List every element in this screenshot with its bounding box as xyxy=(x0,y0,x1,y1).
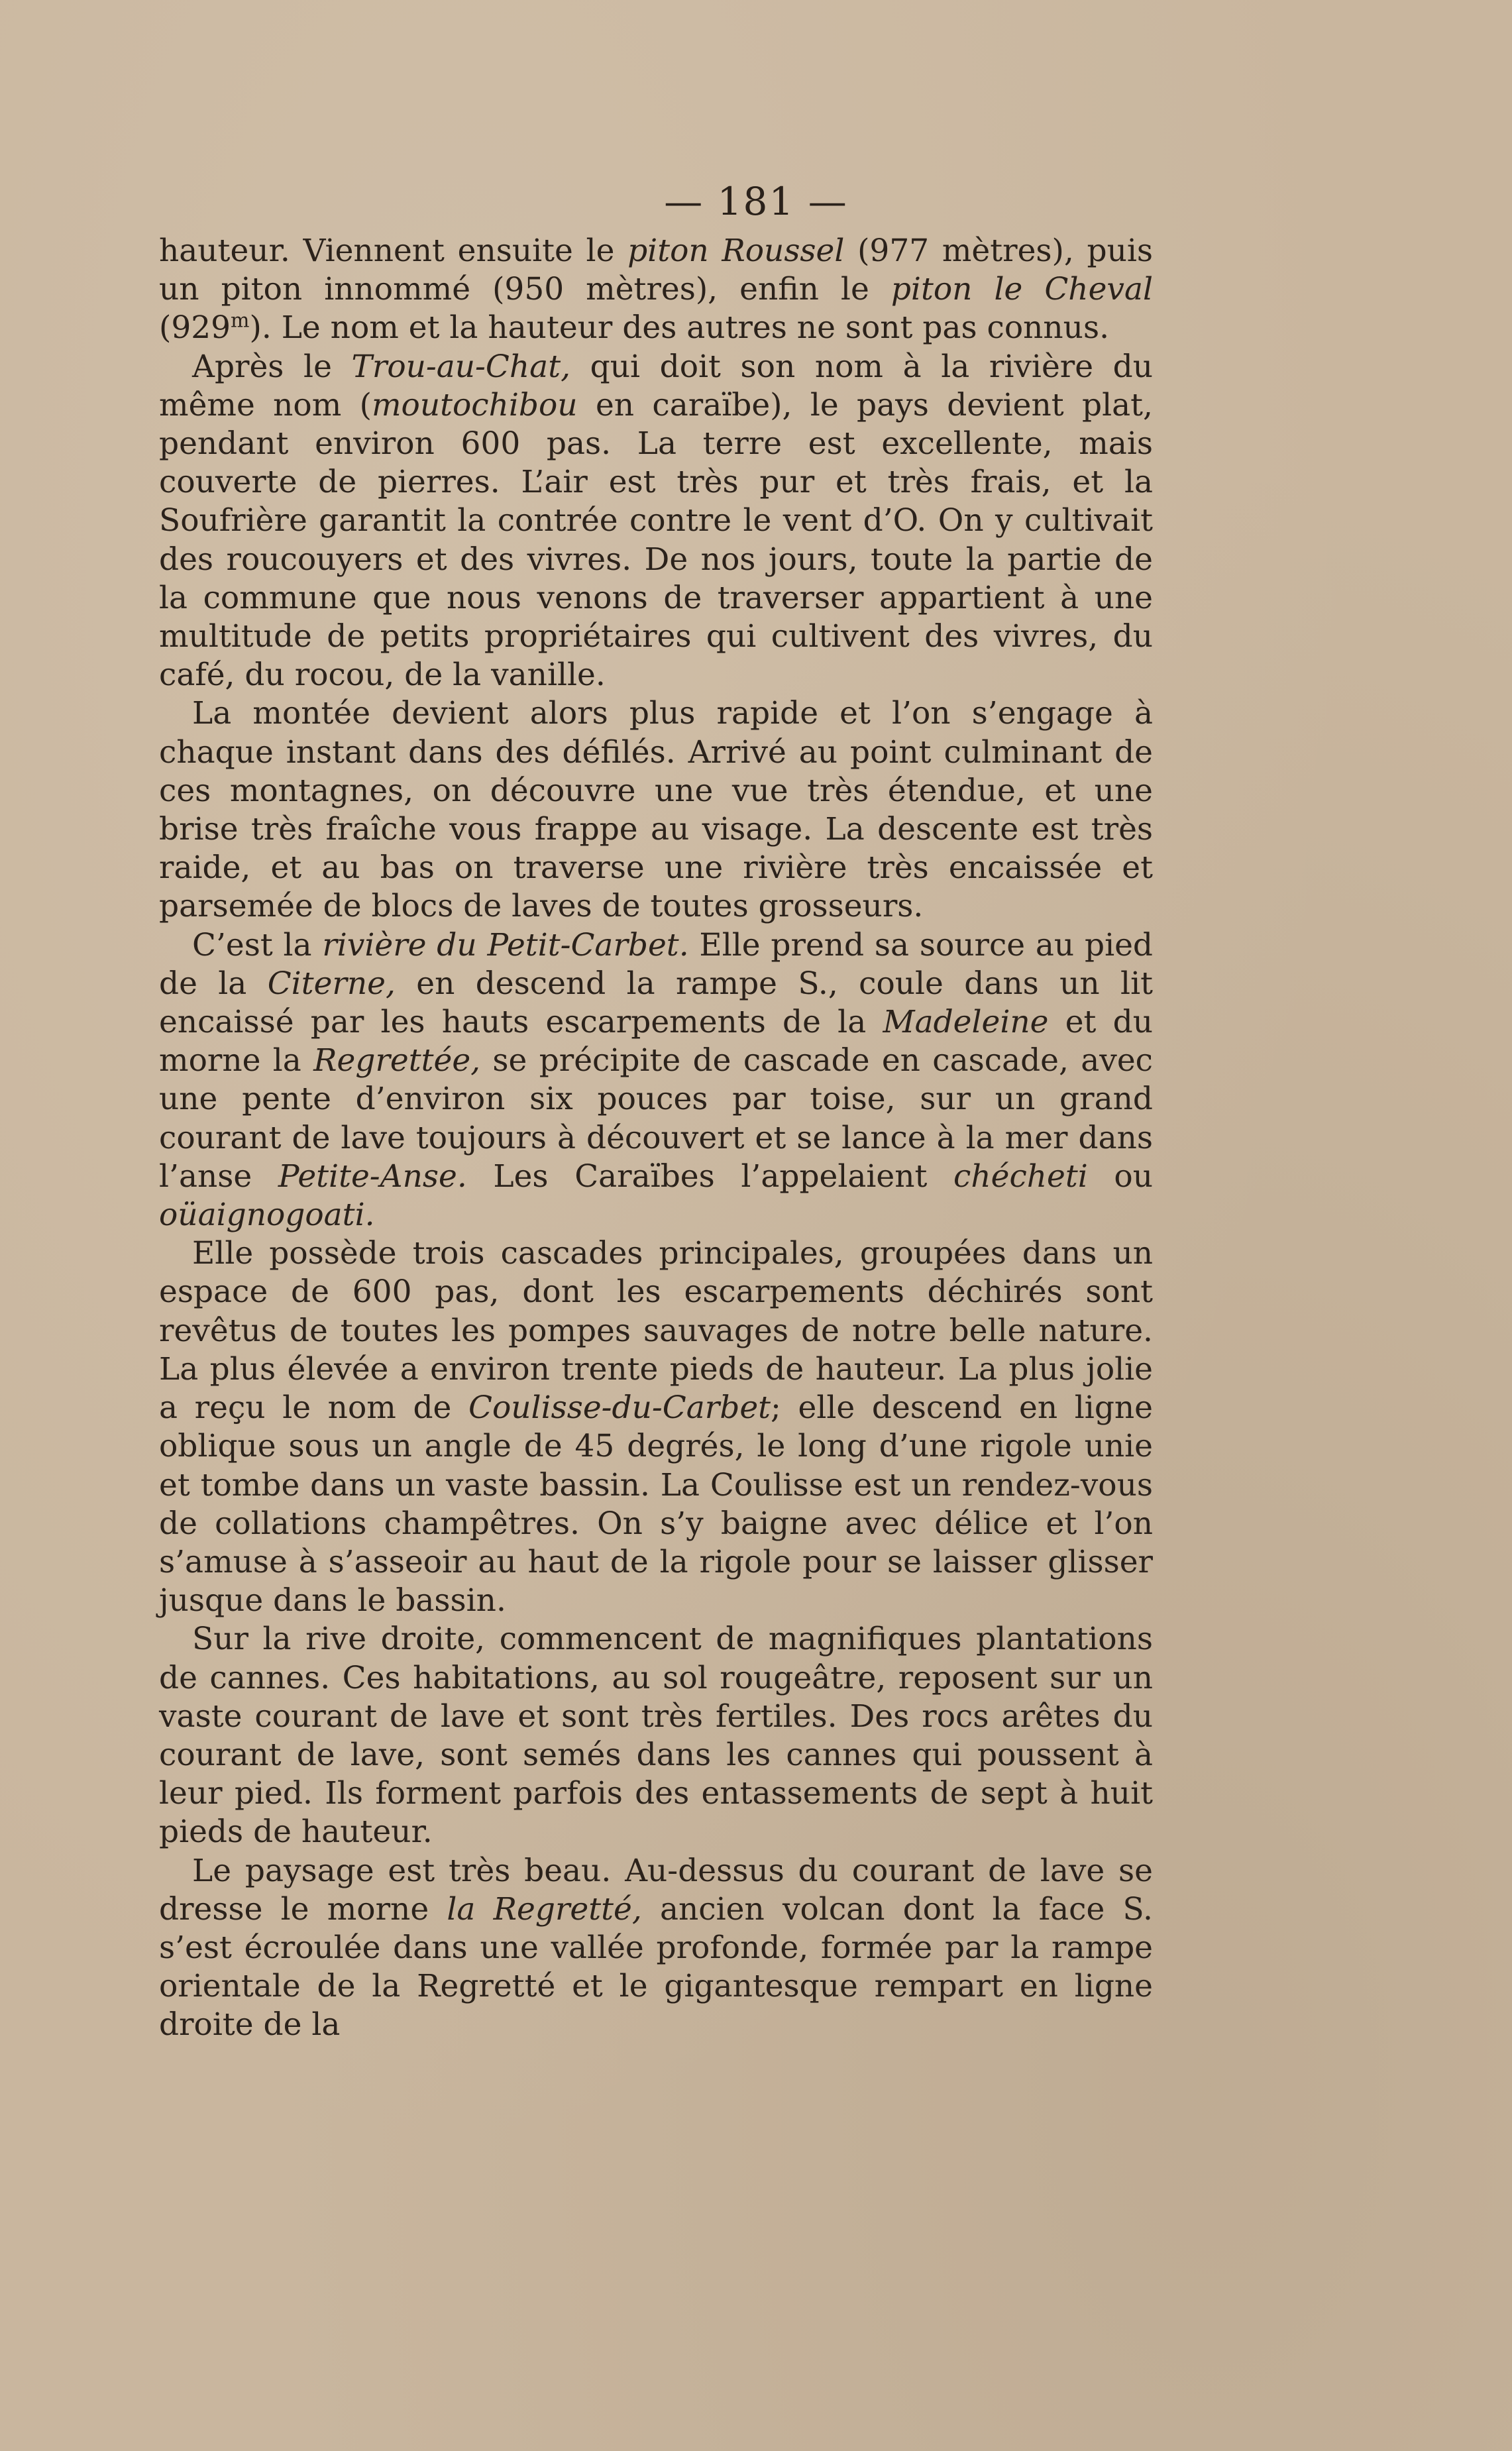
text-run: en descend la rampe S., coule dans un lit encaissé par les hauts escarpements de la xyxy=(159,965,1153,1041)
italic-run: moutochibou xyxy=(371,386,578,423)
text-run: et du morne la xyxy=(159,1004,1153,1079)
text-run: (929 xyxy=(159,309,231,347)
italic-run: Madeleine xyxy=(883,1004,1049,1041)
text-run: Le paysage est très beau. Au-dessus du courant de lave se dresse le morne xyxy=(159,1852,1153,1928)
text-run: Elle prend sa source au pied de la xyxy=(159,926,1153,1002)
paragraph xyxy=(159,1620,1153,1851)
paragraph xyxy=(159,694,1153,926)
page-number: — 181 — xyxy=(664,179,848,224)
superscript: m xyxy=(231,309,250,333)
italic-run: rivière du Petit-Carbet. xyxy=(322,926,689,963)
italic-run: oüaignogoati. xyxy=(159,1197,375,1234)
text-run: qui doit son nom à la rivière du même nom ( xyxy=(159,348,1154,423)
paragraph xyxy=(159,232,1153,348)
italic-run: Petite-Anse. xyxy=(278,1158,467,1195)
text-run: Sur la rive droite, commencent de magnifiques plantations de cannes. Ces habitations, au sol rougeâtre, reposent sur un vaste courant de lave et sont très fertiles. Des rocs arêtes du courant de lave, sont semés dans les cannes qui poussent à leur pied. Ils forment parfois des entassements de sept à huit pieds de hauteur. xyxy=(159,1621,1153,1851)
paragraph xyxy=(159,1234,1153,1620)
text-run: ancien volcan dont la face S. s’est écroulée dans une vallée profonde, formée par la rampe orientale de la Regretté et le gigantesque rempart en ligne droite de la xyxy=(159,1890,1153,2043)
italic-run: Coulisse-du-Carbet xyxy=(468,1389,771,1427)
italic-run: la Regretté, xyxy=(447,1890,642,1928)
text-run: (977 mètres), puis un piton innommé (950 mètres), enfin le xyxy=(159,233,1153,308)
italic-run: Citerne, xyxy=(267,965,396,1002)
text-run: hauteur. Viennent ensuite le xyxy=(159,233,628,269)
paragraph xyxy=(159,926,1153,1235)
italic-run: chécheti xyxy=(953,1158,1088,1195)
italic-run: Trou-au-Chat, xyxy=(351,348,571,385)
italic-run: Regrettée, xyxy=(313,1042,481,1079)
paragraph xyxy=(159,1852,1153,2045)
text-run: ou xyxy=(1087,1158,1153,1195)
text-run: Après le xyxy=(192,348,352,385)
text-run: ). Le nom et la hauteur des autres ne sont pas connus. xyxy=(249,309,1110,347)
text-run: C’est la xyxy=(192,926,323,963)
body-text xyxy=(159,232,1153,2045)
text-run: se précipite de cascade en cascade, avec une pente d’environ six pouces par toise, sur un grand courant de lave toujours à découvert et se lance à la mer dans l’anse xyxy=(159,1042,1153,1195)
italic-run: piton Roussel xyxy=(627,233,845,269)
text-run: en caraïbe), le pays devient plat, pendant environ 600 pas. La terre est excellente, mais couverte de pierres. L’air est très pur et très frais, et la Soufrière garantit la contrée contre le vent d’O. On y cultivait des roucouyers et des vivres. De nos jours, toute la partie de la commune que nous venons de traverser appartient à une multitude de petits propriétaires qui cultivent des vivres, du café, du rocou, de la vanille. xyxy=(159,386,1153,694)
text-run: ; elle descend en ligne oblique sous un angle de 45 degrés, le long d’une rigole unie et tombe dans un vaste bassin. La Coulisse est un rendez-vous de collations champêtres. On s’y baigne avec délice et l’on s’amuse à s’asseoir au haut de la rigole pour se laisser glisser jusque dans le bassin. xyxy=(159,1389,1154,1619)
text-run: La montée devient alors plus rapide et l’on s’engage à chaque instant dans des défilés. Arrivé au point culminant de ces montagnes, on découvre une vue très étendue, et une brise très fraîche vous frappe au visage. La descente est très raide, et au bas on traverse une rivière très encaissée et parsemée de blocs de laves de toutes grosseurs. xyxy=(159,695,1153,925)
paragraph xyxy=(159,348,1153,695)
italic-run: piton le Cheval xyxy=(891,271,1153,308)
text-run: Elle possède trois cascades principales, groupées dans un espace de 600 pas, dont les escarpements déchirés sont revêtus de toutes les pompes sauvages de notre belle nature. La plus élevée a environ trente pieds de hauteur. La plus jolie a reçu le nom de xyxy=(159,1235,1153,1427)
text-run: Les Caraïbes l’appelaient xyxy=(466,1158,954,1195)
